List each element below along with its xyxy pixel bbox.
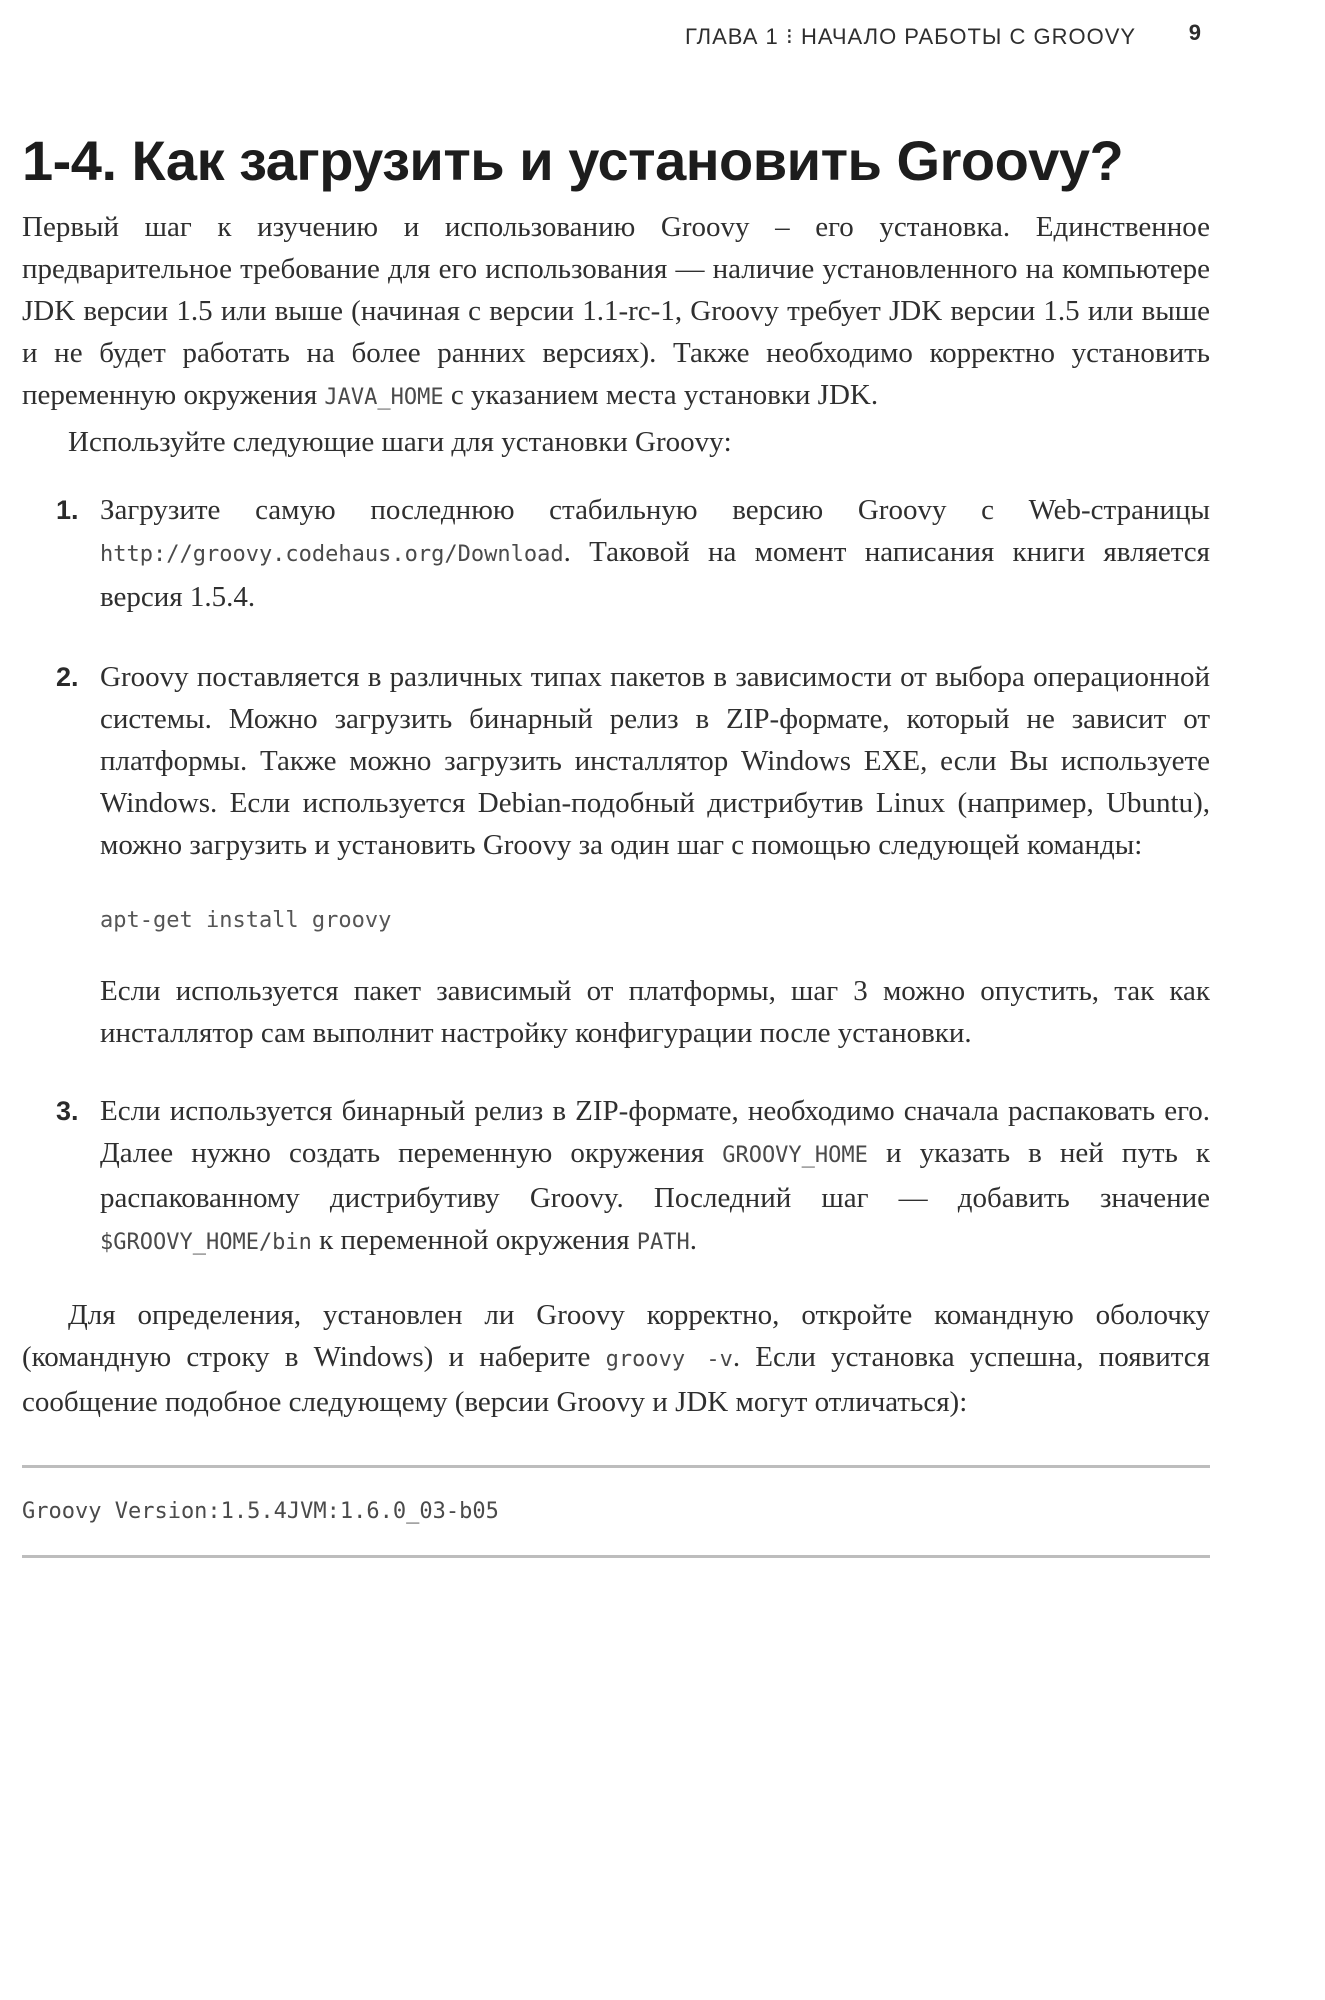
section-body bbox=[22, 206, 1210, 1558]
step-1-text-2: . Таковой на момент написания книги является версия 1.5.4. bbox=[100, 536, 1210, 613]
step-number: 2. bbox=[56, 662, 79, 692]
step-number: 1. bbox=[56, 495, 79, 525]
step-2-text: Groovy поставляется в различных типах пакетов в зависимости от выбора операционной системы. Можно загрузить бинарный релиз в ZIP-формате, который не зависит от платформы. Также можно загрузить инсталлятор Windows EXE, если Вы используете Windows. Если используется Debian-подобный дистрибутив Linux (например, Ubuntu), можно загрузить и установить Groovy за один шаг с помощью следующей команды: bbox=[100, 661, 1210, 861]
steps-intro: Используйте следующие шаги для установки Groovy: bbox=[68, 426, 732, 458]
step-3-text-4: . bbox=[689, 1224, 698, 1256]
step-3-text-2: и указать в ней путь к распакованному дистрибутиву Groovy. Последний шаг — добавить значение bbox=[100, 1137, 1210, 1214]
code-groovy-home-bin: $GROOVY_HOME/bin bbox=[100, 1230, 312, 1255]
step-text bbox=[100, 489, 1210, 618]
step-1-text-1: Загрузите самую последнюю стабильную версию Groovy с Web-страницы bbox=[100, 494, 1210, 526]
code-groovy-home: GROOVY_HOME bbox=[722, 1143, 868, 1168]
step-3-text-3: к переменной окружения bbox=[311, 1224, 637, 1256]
step-3-text bbox=[100, 1090, 1210, 1264]
list-item-step-3 bbox=[22, 1090, 1210, 1264]
list-item-step-2 bbox=[22, 656, 1210, 1054]
step-3-text-1: Если используется бинарный релиз в ZIP-формате, необходимо сначала распаковать его. Далее нужно создать переменную окружения bbox=[100, 1095, 1210, 1169]
sample-output: Groovy Version:1.5.4JVM:1.6.0_03-b05 bbox=[22, 1499, 499, 1524]
verify-text-1: Для определения, установлен ли Groovy корректно, откройте командную оболочку (командную строку в Windows) и наберите bbox=[22, 1299, 1210, 1373]
step-2-note: Если используется пакет зависимый от платформы, шаг 3 можно опустить, так как инсталлятор сам выполнит настройку конфигурации после установки. bbox=[100, 975, 1210, 1049]
apt-get-command: apt-get install groovy bbox=[100, 908, 392, 933]
verify-text-2: . Если установка успешна, появится сообщение подобное следующему (версии Groovy и JDK могут отличаться): bbox=[22, 1341, 1210, 1418]
verify-paragraph bbox=[22, 1294, 1210, 1423]
intro-text-2: с указанием места установки JDK. bbox=[443, 379, 879, 411]
page-number: 9 bbox=[1188, 20, 1202, 45]
download-url: http://groovy.codehaus.org/Download bbox=[100, 542, 564, 567]
code-path: PATH bbox=[636, 1230, 690, 1255]
chapter-label: ГЛАВА 1 ⁝ НАЧАЛО РАБОТЫ С GROOVY bbox=[685, 24, 1137, 49]
section-title: 1-4. Как загрузить и установить Groovy? bbox=[22, 129, 1124, 192]
sample-output-box bbox=[22, 1465, 1210, 1558]
code-groovy-v: groovy -v bbox=[605, 1347, 733, 1372]
install-steps-list bbox=[22, 489, 1210, 1264]
running-header bbox=[660, 20, 1210, 56]
intro-code-java-home: JAVA_HOME bbox=[324, 385, 444, 410]
intro-paragraph bbox=[22, 206, 1210, 419]
intro-text-1: Первый шаг к изучению и использованию Groovy – его установка. Единственное предварительное требование для его использования — наличие установленного на компьютере JDK версии 1.5 или выше (начиная с версии 1.1-rc-1, Groovy требует JDK версии 1.5 или выше и не будет работать на более ранних версиях). Также необходимо корректно установить переменную окружения bbox=[22, 211, 1210, 411]
step-number: 3. bbox=[56, 1096, 79, 1126]
list-item-step-1 bbox=[22, 489, 1210, 618]
